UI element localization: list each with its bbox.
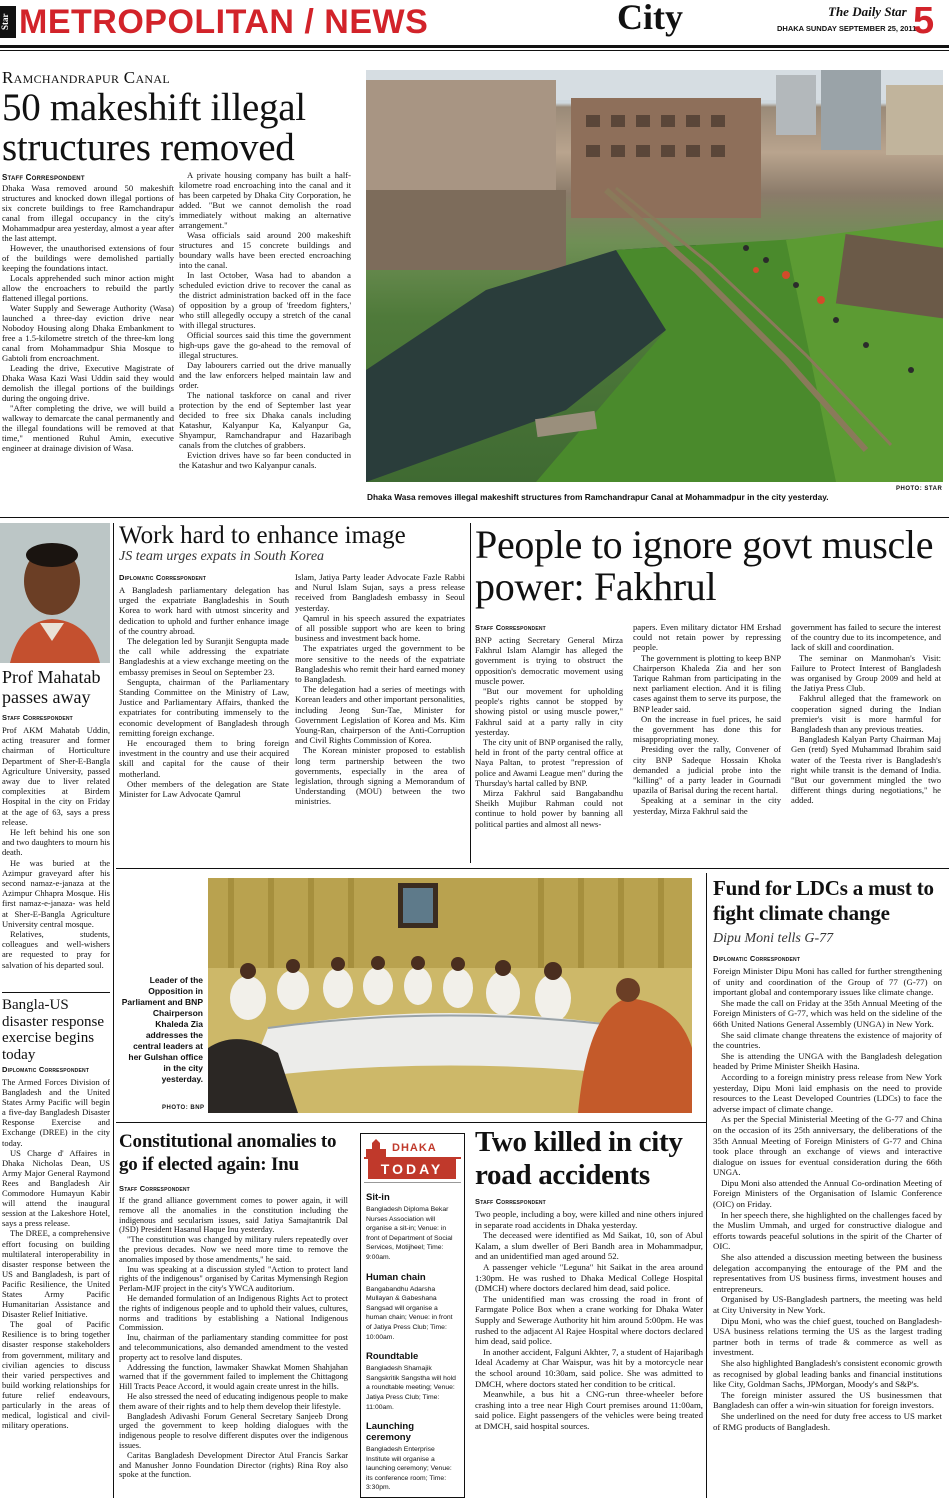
- workhard-paragraph: A Bangladesh parliamentary delegation has urged the expatriate Bangladeshis in South Korea to work hard with utmost sincerity and dedication to uphold and further enhance image of the country abroad.: [119, 585, 289, 636]
- lead-paragraph: Day labourers carried out the drive manually and the law enforcers helped maintain law and order.: [179, 360, 351, 390]
- today-item: [366, 1351, 460, 1412]
- canal-photo-credit: PHOTO: STAR: [896, 486, 943, 492]
- today-item-title: Launching ceremony: [366, 1421, 415, 1444]
- page-number: 5: [913, 0, 935, 42]
- lead-column-2: [179, 170, 351, 470]
- ldc-paragraph: She made the call on Friday at the 35th Annual Meeting of the Foreign Ministers of G-77, which was held on the sideline of the 66th United Nations General Assembly (UNGA) in New York.: [713, 997, 942, 1029]
- lead-column-1: [2, 183, 174, 453]
- section-rule-2: [116, 868, 949, 869]
- ldc-headline: Fund for LDCs a must to fight climate change: [713, 876, 934, 925]
- fakhrul-paragraph: BNP acting Secretary General Mirza Fakhrul Islam Alamgir has alleged the government is trying to obstruct the opposition's democratic movement using muscle power.: [475, 635, 623, 686]
- dateline: DHAKA SUNDAY SEPTEMBER 25, 2011: [777, 24, 917, 33]
- city-label: City: [617, 0, 683, 37]
- ldc-paragraph: She said climate change threatens the existence of majority of the countries.: [713, 1029, 942, 1051]
- fakhrul-byline: Staff Correspondent: [475, 623, 546, 632]
- constitutional-paragraph: Caritas Bangladesh Development Director Atul Francis Sarkar and Manusher Jonno Foundation Director (rights) Rina Roy also spoke at the function.: [119, 1450, 348, 1480]
- section-rule-3: [116, 1122, 706, 1123]
- fakhrul-paragraph: The seminar on Manmohan's Visit: Failure to Protect Interest of Bangladesh was organised by Group 2009 and held at the Jatiya Press Club.: [791, 652, 941, 694]
- ldc-paragraph: As per the Special Ministerial Meeting of the G-77 and China on the occasion of its 25th anniversary, the deliberations of the 35th Annual Meeting of Foreign Ministers of G-77 and China took place through an exchange of views and interactive dialogue on issues for eventual consideration during the 66th UNGA.: [713, 1114, 942, 1178]
- canal-illustration: [366, 70, 943, 482]
- accidents-paragraph: The deceased were identified as Md Saikat, 10, son of Abul Kalam, a slum dweller of Beri Bandh area in Mohammadpur, and an unidentified man aged around 52.: [475, 1230, 703, 1262]
- workhard-paragraph: Sengupta, chairman of the Parliamentary Standing Committee on the Ministry of Law, Justice and Parliamentary Affairs, thanked the expatriates for contributing immensely to the economic development of Bangladesh through remitting foreign exchange.: [119, 676, 289, 738]
- lead-paragraph: Eviction drives have so far been conducted in the Katashur and two Kalyanpur canals.: [179, 450, 351, 470]
- banglaus-paragraph: US Charge d' Affaires in Dhaka Nicholas Dean, US Army Major General Raymond Rees and Bangladesh Air Commodore Humayun Kabir will attend the inaugural session at the Lakeshore Hotel, says a press release.: [2, 1147, 110, 1229]
- ldc-paragraph: The foreign minister assured the US businessmen that Bangladesh can offer a win-win situation for foreign investors.: [713, 1389, 942, 1411]
- workhard-paragraph: He encouraged them to bring foreign investment in the country and use their acquired skill and capital for the cause of their motherland.: [119, 738, 289, 779]
- constitutional-paragraph: He demanded formulation of an Indigenous Rights Act to protect the rights of indigenous people and to uphold their values, cultures, norms and traditions by establishing a National Indigenous Commission.: [119, 1293, 348, 1333]
- accidents-paragraph: Meanwhile, a bus hit a CNG-run three-wheeler before crashing into a tree near High Court premises around 11:00am, said police. Eight passengers of the vehicles were being treated at DMCH, said hospital sources.: [475, 1389, 703, 1431]
- today-item-text: Bangladesh Enterprise Institute will organise a launching ceremony; Venue: its conference room; Time: 3:30pm.: [366, 1446, 452, 1492]
- lead-paragraph: However, the unauthorised extensions of four of the buildings were demolished partially keeping the foundations intact.: [2, 243, 174, 273]
- lead-paragraph: In last October, Wasa had to abandon a scheduled eviction drive to recover the canal as the district administration backed off in the face of opposition by a group of 'freedom fighters,' who still allegedly occupy a stretch of the canal with illegal structures.: [179, 270, 351, 330]
- ldc-paragraph: She underlined on the need for duty free access to US market of RMG products of Bangladesh.: [713, 1410, 942, 1432]
- meeting-illustration: [208, 878, 692, 1113]
- lead-paragraph: Official sources said this time the government high-ups gave the go-ahead to the removal of illegal structures.: [179, 330, 351, 360]
- banglaus-text: [2, 1077, 110, 1430]
- section-title: METROPOLITAN / NEWS: [19, 3, 429, 41]
- lead-byline: Staff Correspondent: [2, 173, 85, 182]
- accidents-text: [475, 1209, 703, 1431]
- fakhrul-paragraph: Speaking at a seminar in the city yesterday, Mirza Fakhrul said the: [633, 795, 781, 816]
- masthead-rule: [0, 45, 949, 48]
- fakhrul-paragraph: Bangladesh Kalyan Party Chairman Maj Gen (retd) Syed Muhammad Ibrahim said water of the Teesta river is Bangladesh's right while transit is the demand of India. "But our government mingled the two different things during negotiations," he added.: [791, 734, 941, 806]
- workhard-paragraph: Qamrul in his speech assured the expatriates of all possible support who are keen to bring business and investment back home.: [295, 612, 465, 644]
- constitutional-headline: Constitutional anomalies to go if elected again: Inu: [119, 1131, 337, 1175]
- today-item-text: Bangladesh Diploma Bekar Nurses Association will organise a sit-in; Venue: in front of Department of Social Services, Motijheel; Time: 9:00am.: [366, 1206, 453, 1261]
- accidents-byline: Staff Correspondent: [475, 1197, 546, 1206]
- today-item: [366, 1421, 460, 1493]
- meeting-photo-caption: Leader of the Opposition in Parliament and BNP Chairperson Khaleda Zia addresses the central leaders at her Gulshan office in the city yesterday.: [121, 975, 203, 1084]
- meeting-photo: [208, 878, 692, 1113]
- lead-kicker: Ramchandrapur Canal: [2, 68, 170, 87]
- fakhrul-paragraph: "But our movement for upholding people's rights cannot be stopped by showing pistol or using muscle power," Fakhrul said at a party rally in city yesterday.: [475, 686, 623, 737]
- constitutional-text: [119, 1196, 348, 1480]
- ldc-text: [713, 966, 942, 1432]
- workhard-paragraph: Other members of the delegation are State Minister for Law Advocate Qamrul: [119, 778, 289, 800]
- constitutional-paragraph: "The constitution was changed by military rulers repeatedly over the previous decades. Now we need more time to remove the anomalies imposed by those amendments," he said.: [119, 1235, 348, 1264]
- banglaus-paragraph: The goal of Pacific Resilience is to bring together disaster response stakeholders from government, military and civilian agencies to discuss their varied perspectives and build working relationships for future relief endeavours, particularly in the areas of medical, logistical and civil-military operations.: [2, 1319, 110, 1431]
- today-item: [366, 1192, 460, 1263]
- lead-paragraph: A private housing company has built a half-kilometre road encroaching into the canal and it has been carpeted by Dhaka City Corporation, he added. "But we cannot demolish the road immediately without making an alternative arrangement.": [179, 170, 351, 230]
- lead-headline: 50 makeshift illegal structures removed: [2, 86, 306, 169]
- workhard-paragraph: Islam, Jatiya Party leader Advocate Fazle Rabbi and Nurul Islam Sujan, says a press release received from Bangladesh embassy in Seoul yesterday.: [295, 572, 465, 613]
- col-divider-2: [470, 523, 471, 863]
- ldc-paragraph: In her speech there, she highlighted on the challenges faced by the Muslim Ummah, and urged for constructive dialogue and efforts towards peaceful solutions in the spirit of the Charter of OIC.: [713, 1209, 942, 1252]
- dhaka-today-bottom: TODAY: [368, 1159, 456, 1179]
- fakhrul-column-3: [791, 622, 941, 806]
- accidents-paragraph: In another accident, Falguni Akhter, 7, a student of Hajaribagh Ideal Academy at Char Waispur, was hit by a motorcycle near the school around 10:30am, said police. She was admitted to DMCH, where doctors stated her condition to be critical.: [475, 1346, 703, 1389]
- ldc-subhead: Dipu Moni tells G-77: [713, 931, 834, 946]
- ldc-paragraph: She also attended a discussion meeting between the business delegation accompanying the entourage of the PM and the representatives from US business firms, investment houses and entrepreneurs.: [713, 1252, 942, 1294]
- section-rule-1: [0, 517, 949, 518]
- constitutional-byline: Staff Correspondent: [119, 1184, 190, 1193]
- accidents-paragraph: The unidentified man was crossing the road in front of Farmgate Police Box when a crane working for Dhaka Water Supply and Sewerage Authority hit him around 5:00pm. He was rushed to the adjacent Al Rajee Hospital where doctors declared him dead, said police.: [475, 1293, 703, 1347]
- lead-paragraph: Water Supply and Sewerage Authority (Wasa) launched a three-day eviction drive near Nobodoy Housing along Dhaka Embankment to free a 1.5-kilometre stretch of the three-km long canal from Mohammadpur Shia Mosque to Gabtoli from encroachment.: [2, 303, 174, 363]
- dhaka-today-logo: [364, 1137, 461, 1183]
- lead-paragraph: Locals apprehended such minor action might allow the encroachers to rebuild the partly flattened illegal portions.: [2, 273, 174, 303]
- lead-paragraph: "After completing the drive, we will build a walkway to demarcate the canal permanently and the illegal foundations will be removed at that time," mentioned Ruhul Amin, executive engineer at drainage division of Wasa.: [2, 403, 174, 453]
- ldc-paragraph: She is attending the UNGA with the Bangladesh delegation headed by Prime Minister Sheikh Hasina.: [713, 1050, 942, 1072]
- workhard-subhead: JS team urges expats in South Korea: [119, 549, 325, 564]
- workhard-paragraph: The Korean minister proposed to establish long term partnership between the two governments, especially in the area of legislation, through signing a Memorandum of Understanding (MOU) between the two ministries.: [295, 745, 465, 807]
- constitutional-paragraph: Inu was speaking at a discussion styled "Action to protect land rights of the indigenous" organised by Caritas Mymensingh Region Perlam-MJF project in the city's YWCA auditorium.: [119, 1264, 348, 1294]
- ldc-paragraph: Organised by US-Bangladesh partners, the meeting was held at City University in New York.: [713, 1294, 942, 1315]
- workhard-paragraph: The expatriates urged the government to be more sensitive to the needs of the expatriate Bangladeshis who remit their hard earned money to Bangladesh.: [295, 643, 465, 685]
- accidents-paragraph: Two people, including a boy, were killed and nine others injured in separate road accidents in Dhaka yesterday.: [475, 1209, 703, 1230]
- obit-byline: Staff Correspondent: [2, 713, 73, 722]
- masthead: [0, 0, 949, 44]
- fakhrul-paragraph: Fakhrul alleged that the framework on cooperation signed during the Indian premier's visit is more harmful for Bangladesh than any previous treaties.: [791, 693, 941, 735]
- portrait-photo: [0, 523, 110, 663]
- obit-paragraph: Relatives, students, colleagues and well-wishers are requested to pray for salvation of his departed soul.: [2, 929, 110, 970]
- ldc-paragraph: Dipu Moni also attended the Annual Co-ordination Meeting of Foreign Ministers of the Organisation of Islamic Conference (OIC) on Friday.: [713, 1177, 942, 1210]
- canal-photo-caption: Dhaka Wasa removes illegal makeshift structures from Ramchandrapur Canal at Mohammadpur in the city yesterday.: [367, 492, 829, 502]
- ldc-paragraph: Foreign Minister Dipu Moni has called for further strengthening of unity and coordination of the Group of 77 (G-77) on important global and contemporary issues like climate change.: [713, 966, 942, 998]
- banglaus-headline: Bangla-US disaster response exercise begins today: [2, 997, 105, 1063]
- banglaus-byline: Diplomatic Correspondent: [2, 1065, 90, 1074]
- star-logo: Star: [0, 6, 16, 38]
- lead-paragraph: Dhaka Wasa removed around 50 makeshift structures and knocked down illegal portions of six concrete buildings to free Ramchandrapur canal from illegal occupancy in the city's Mohammadpur area yesterday, almost a year after the last attempt.: [2, 183, 174, 243]
- banglaus-paragraph: The Armed Forces Division of Bangladesh and the United States Army Pacific will begin a five-day Bangladesh Disaster Response Exercise and Exchange (DREE) in the city today.: [2, 1077, 110, 1148]
- fakhrul-headline: People to ignore govt muscle power: Fakhrul: [475, 522, 934, 609]
- workhard-column-2: [295, 572, 465, 807]
- banglaus-paragraph: The DREE, a comprehensive effort focusing on building multilateral interoperability in disaster response between the US and Bangladesh, is part of Pacific Resilience, the United States Army Pacific Humanitarian Assistance and Disaster Relief Initiative.: [2, 1228, 110, 1320]
- ldc-paragraph: According to a foreign ministry press release from New York yesterday, Dipu Moni laid emphasis on the need to provide resources to the Least Developed Countries (LDCs) to face the adverse impact of climate change.: [713, 1071, 942, 1114]
- today-item-title: Sit-in: [366, 1192, 390, 1203]
- paper-name: The Daily Star: [828, 4, 907, 19]
- portrait-illustration: [0, 523, 110, 663]
- fakhrul-paragraph: government has failed to secure the interest of the country due to its incompetence, and lack of skill and coordination.: [791, 622, 941, 653]
- constitutional-paragraph: Inu, chairman of the parliamentary standing committee for post and telecommunications, also demanded amendment to the vested property act to resolve land disputes.: [119, 1333, 348, 1362]
- ldc-byline: Diplomatic Correspondent: [713, 954, 801, 963]
- workhard-paragraph: The delegation had a series of meetings with Korean leaders and other important personalities, including Jeong Sun-Tae, Minister for Government Legislation of Korea and Ms. Kim Young-Ran, chairperson of the Anti-Corruption and Civil Rights Commission of Korea.: [295, 684, 465, 746]
- left-col-rule: [2, 992, 110, 993]
- accidents-paragraph: A passenger vehicle "Leguna" hit Saikat in the area around 1:30pm. He was rushed to Dhaka Medical College Hospital (DMCH) where doctors declared him dead, said police.: [475, 1261, 703, 1294]
- lead-paragraph: The national taskforce on canal and river protection by the end of September last year decided to free six Dhaka canals including Katashur, Kalyanpur Ka, Kalyanpur Ga, Shyampur, Ramchandrapur and Hazaribagh canals from the clutches of grabbers.: [179, 390, 351, 450]
- fakhrul-paragraph: On the increase in fuel prices, he said the government has done this for misappropriating money.: [633, 713, 781, 745]
- workhard-column-1: [119, 585, 289, 799]
- dhaka-today-list: [366, 1192, 460, 1493]
- col-divider-1: [113, 523, 114, 1498]
- obit-headline: Prof Mahatab passes away: [2, 667, 101, 707]
- today-item-text: Bangladesh Shamajik Sangskritik Sangstha will hold a roundtable meeting; Venue: Jatiya Press Club; Time: 11:00am.: [366, 1365, 456, 1411]
- dhaka-today-box: [360, 1133, 465, 1498]
- fakhrul-paragraph: Presiding over the rally, Convener of city BNP Sadeque Hossain Khoka demanded a judicial probe into the "killing" of a party leader in Gournadi upazila of Barisal during the recent hartal.: [633, 744, 781, 796]
- constitutional-paragraph: He also stressed the need of educating indigenous people to make them aware of their rights and to help them develop their lifestyle.: [119, 1391, 348, 1411]
- obit-text: [2, 725, 110, 970]
- workhard-headline: Work hard to enhance image: [119, 522, 406, 549]
- today-item-title: Roundtable: [366, 1351, 419, 1363]
- masthead-rule-thin: [0, 50, 949, 51]
- lead-paragraph: Leading the drive, Executive Magistrate of Dhaka Wasa Kazi Wasi Uddin said they would demolish the illegal portions of the buildings during the ongoing drive.: [2, 363, 174, 403]
- constitutional-paragraph: If the grand alliance government comes to power again, it will remove all the anomalies in the constitution including the indigenous and secularism issues, said Jatiya Samajtantrik Dal (JSD) President Hasanul Haque Inu yesterday.: [119, 1196, 348, 1235]
- workhard-byline: Diplomatic Correspondent: [119, 573, 207, 582]
- today-item-title: Human chain: [366, 1271, 426, 1283]
- today-item-text: Bangabandhu Adarsha Mullayan & Gabeshana Sangsad will organise a human chain; Venue: in front of Jatiya Press Club; Time: 10:00am.: [366, 1285, 453, 1341]
- accidents-headline: Two killed in city road accidents: [475, 1126, 683, 1191]
- fakhrul-paragraph: Mirza Fakhrul said Bangabandhu Sheikh Mujibur Rahman could not continue to hold power by banning all political parties and almost all news-: [475, 788, 623, 829]
- meeting-photo-credit: PHOTO: BNP: [162, 1105, 205, 1111]
- obit-paragraph: He left behind his one son and two daughters to mourn his death.: [2, 827, 110, 858]
- lead-paragraph: Wasa officials said around 200 makeshift structures and 15 concrete buildings and boundary walls have been erected encroaching into the canal.: [179, 230, 351, 270]
- fakhrul-column-1: [475, 635, 623, 829]
- obit-paragraph: He was buried at the Azimpur graveyard after his second namaz-e-janaza at the Azimpur Chhapra Mosque. His first namaz-e-janaza- was held at Sher-E-Bangla Agriculture University central mosque.: [2, 857, 110, 929]
- fakhrul-paragraph: papers. Even military dictator HM Ershad could not retain power by repressing people.: [633, 622, 781, 653]
- ldc-paragraph: She also highlighted Bangladesh's consistent economic growth as recognised by global leading banks and financial institutions like City, Goldman Sachs, JPMorgan, Moody's and S&P's.: [713, 1357, 942, 1390]
- constitutional-paragraph: Bangladesh Adivashi Forum General Secretary Sanjeeb Drong urged the government to keep holding dialogues with the indigenous people to resolve different disputes over the indigenous issues.: [119, 1411, 348, 1450]
- ldc-paragraph: Dipu Moni, who was the chief guest, touched on Bangladesh-USA business relations terming the US as the largest trading partner both in terms of trade & commerce as well as investment.: [713, 1315, 942, 1358]
- fakhrul-paragraph: The city unit of BNP organised the rally, held in front of the party central office at Naya Paltan, to protest "repression of police and Awami League men" during the Thursday's hartal called by BNP.: [475, 737, 623, 788]
- canal-photo: [366, 70, 943, 482]
- constitutional-paragraph: Addressing the function, lawmaker Shawkat Momen Shahjahan warned that if the government failed to implement the Chittagong Hill Tracts Peace Accord, it would again create unrest in the hills.: [119, 1362, 348, 1392]
- dhaka-today-top: DHAKA: [392, 1142, 437, 1154]
- col-divider-3: [706, 873, 707, 1498]
- obit-paragraph: Prof AKM Mahatab Uddin, acting treasurer and former chairman of Horticulture Department of Sher-E-Bangla Agriculture University, passed away due to liver related complexities at Birdem Hospital in the city on Friday at the age of 63, says a press release.: [2, 725, 110, 827]
- fakhrul-column-2: [633, 622, 781, 816]
- today-item: [366, 1272, 460, 1343]
- fakhrul-paragraph: The government is plotting to keep BNP Chairperson Khaleda Zia and her son Tarique Rahman from participating in the next parliament election. And it is filing cases against them to serve its purpose, the BNP leader said.: [633, 652, 781, 714]
- workhard-paragraph: The delegation led by Suranjit Sengupta made the call while addressing the expatriate Bangladeshis at a view exchange meeting on the embassy premises in Seoul on September 23.: [119, 636, 289, 677]
